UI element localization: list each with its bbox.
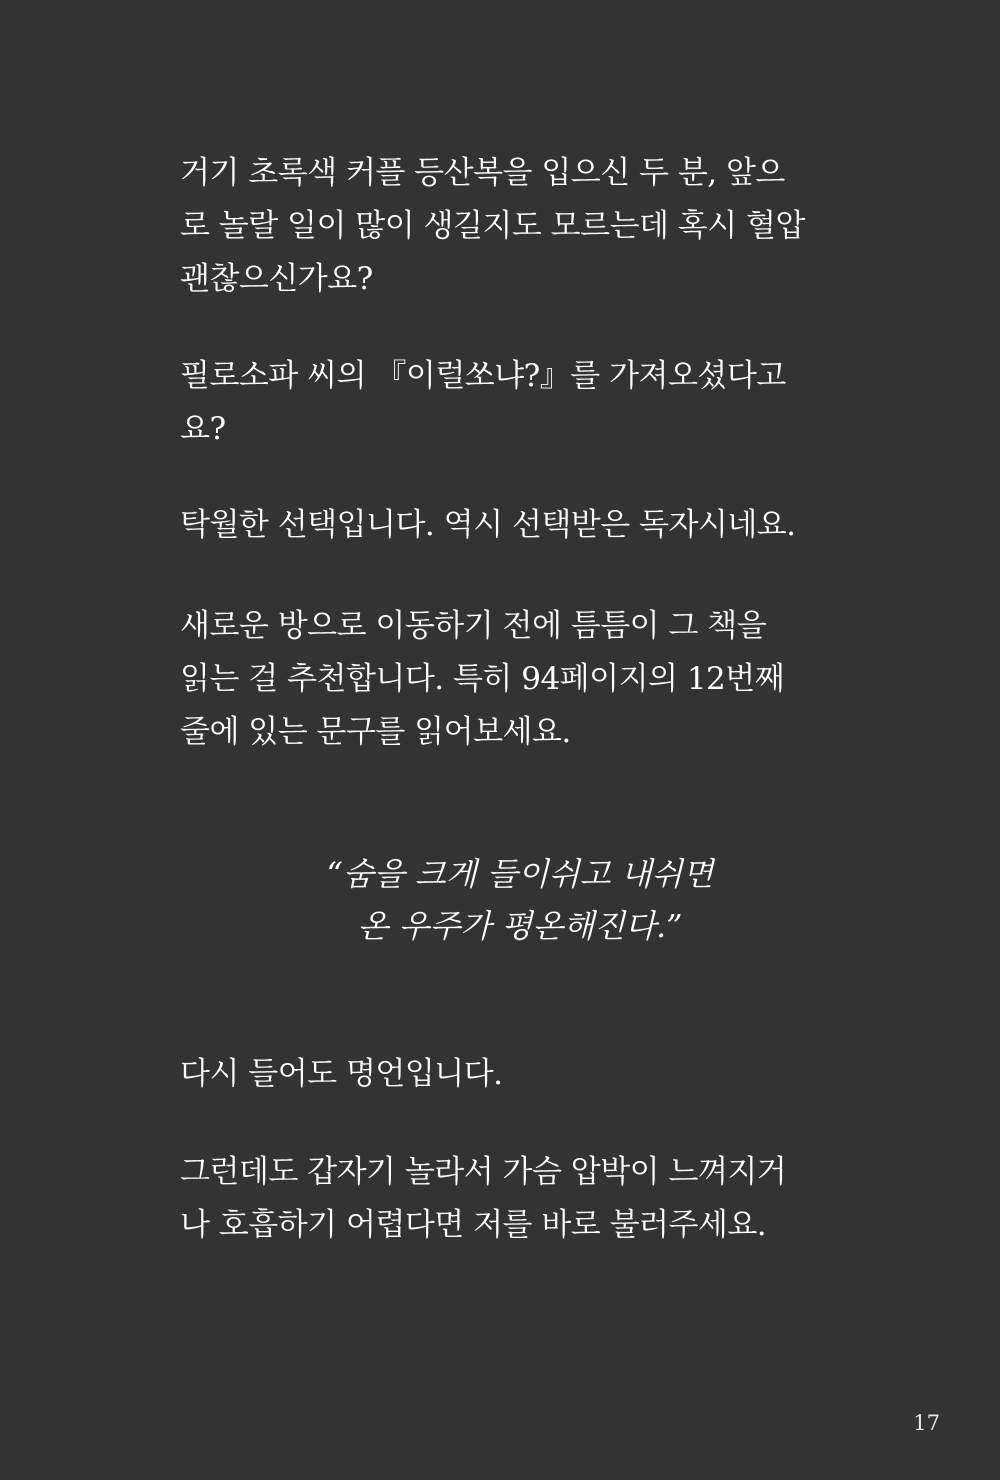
paragraph-book-brought: 필로소파 씨의 『이럴쏘냐?』를 가져오셨다고 요? xyxy=(180,358,786,447)
paragraph-read-recommendation: 새로운 방으로 이동하기 전에 틈틈이 그 책을 읽는 걸 추천합니다. 특히 94페이지의 12번째 줄에 있는 문구를 읽어보세요. xyxy=(180,608,785,750)
paragraph-call-me: 그런데도 갑자기 놀라서 가슴 압박이 느껴지거 나 호흡하기 어렵다면 저를 바로 불러주세요. xyxy=(180,1154,787,1243)
paragraph-famous-saying: 다시 들어도 명언입니다. xyxy=(180,1056,503,1092)
paragraph-excellent-choice: 탁월한 선택입니다. 역시 선택받은 독자시네요. xyxy=(180,507,796,543)
paragraph-blood-pressure: 거기 초록색 커플 등산복을 입으신 두 분, 앞으 로 놀랄 일이 많이 생길지도 모르는데 혹시 혈압 괜찮으신가요? xyxy=(180,155,805,297)
quote-block: “숨을 크게 들이쉬고 내쉬면 온 우주가 평온해진다.” xyxy=(326,855,714,945)
page-number: 17 xyxy=(913,1411,940,1435)
